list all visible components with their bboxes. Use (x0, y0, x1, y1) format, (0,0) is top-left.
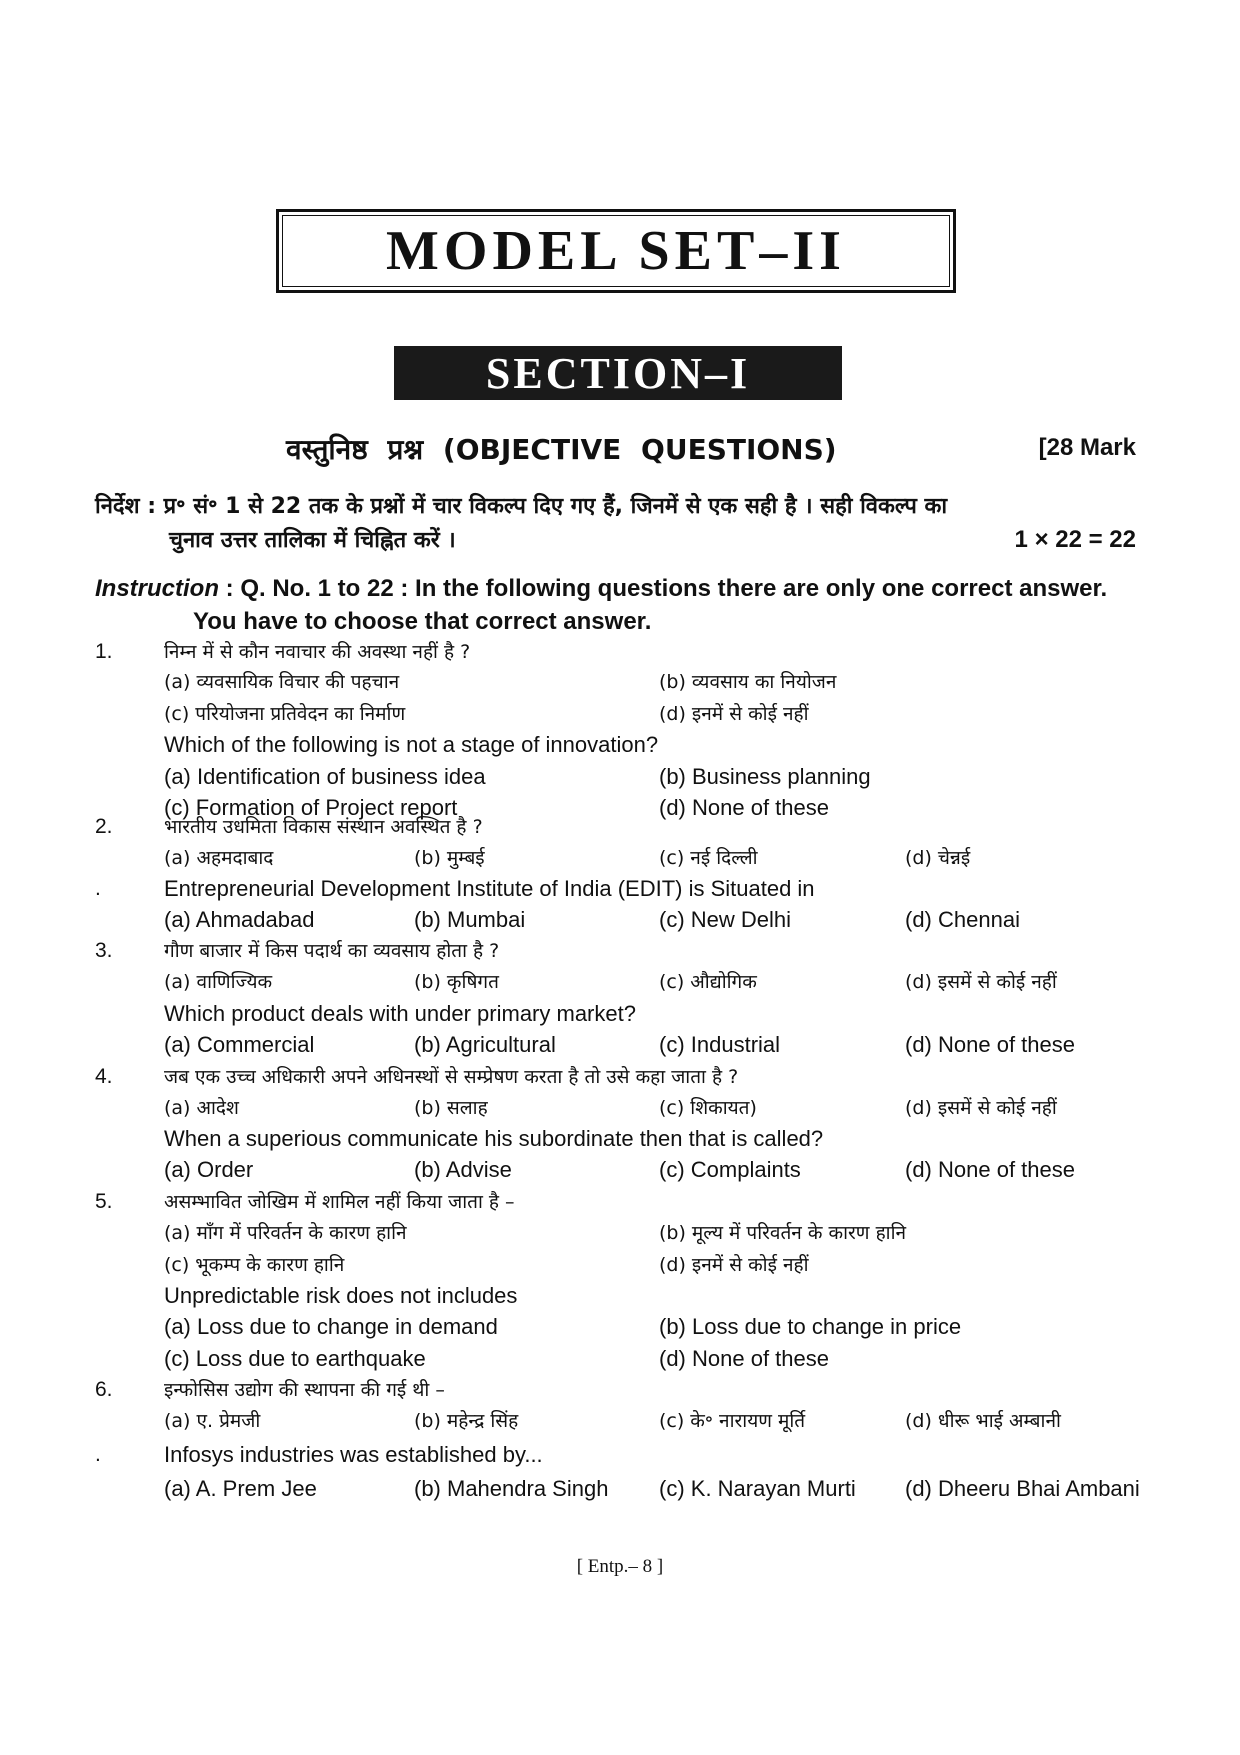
option-hindi: (c) भूकम्प के कारण हानि (164, 1254, 345, 1276)
option-hindi: (d) इसमें से कोई नहीं (905, 971, 1057, 993)
option-hindi: (c) शिकायत) (659, 1097, 757, 1119)
question-number-marker: . (95, 877, 101, 900)
option-hindi: (a) ए. प्रेमजी (164, 1410, 261, 1432)
section-title: SECTION–I (485, 348, 751, 398)
option-english: (a) Loss due to change in demand (164, 1314, 498, 1339)
question-number: 1. (95, 640, 113, 663)
option-english: (d) None of these (905, 1032, 1075, 1057)
page-footer: [ Entp.– 8 ] (576, 1556, 664, 1577)
question-text-english: Which of the following is not a stage of innovation? (164, 732, 659, 757)
option-hindi: (b) महेन्द्र सिंह (414, 1410, 519, 1432)
option-hindi: (a) माँग में परिवर्तन के कारण हानि (164, 1222, 407, 1244)
option-hindi: (b) कृषिगत (414, 971, 499, 993)
question-text-hindi: इन्फोसिस उद्योग की स्थापना की गई थी – (164, 1379, 445, 1401)
question-text-hindi: जब एक उच्च अधिकारी अपने अधिनस्थों से सम्प्रेषण करता है तो उसे कहा जाता है ? (164, 1066, 739, 1088)
option-english: (b) Advise (414, 1157, 512, 1182)
page-title: MODEL SET–II (386, 220, 846, 282)
option-hindi: (a) वाणिज्यिक (164, 971, 273, 993)
marks-formula: 1 × 22 = 22 (1014, 526, 1136, 553)
direction-line-1: निर्देश : प्र॰ सं॰ 1 से 22 तक के प्रश्नों में चार विकल्प दिए गए हैं, जिनमें से एक सही है । सही विकल्प का (95, 494, 948, 519)
option-hindi: (d) इनमें से कोई नहीं (659, 1254, 809, 1276)
option-hindi: (d) इनमें से कोई नहीं (659, 703, 809, 725)
option-hindi: (a) व्यवसायिक विचार की पहचान (164, 671, 400, 693)
question-text-hindi: निम्न में से कौन नवाचार की अवस्था नहीं है ? (164, 641, 471, 663)
option-english: (b) Agricultural (414, 1032, 556, 1057)
question-text-english: Unpredictable risk does not includes (164, 1283, 518, 1308)
option-english: (d) Dheeru Bhai Ambani (905, 1476, 1140, 1501)
objective-heading-row (0, 430, 1240, 466)
option-english: (c) Complaints (659, 1157, 801, 1182)
question-text-hindi: असम्भावित जोखिम में शामिल नहीं किया जाता है – (164, 1191, 515, 1213)
option-english: (a) Identification of business idea (164, 764, 486, 789)
option-hindi: (a) आदेश (164, 1097, 239, 1119)
option-hindi: (b) व्यवसाय का नियोजन (659, 671, 837, 693)
option-english: (c) Loss due to earthquake (164, 1346, 426, 1371)
question-text-hindi: भारतीय उधमिता विकास संस्थान अवस्थित है ? (164, 816, 483, 838)
option-hindi: (b) मुम्बई (414, 847, 485, 869)
direction-line-2: चुनाव उत्तर तालिका में चिह्नित करें । (169, 528, 456, 553)
option-english: (d) None of these (905, 1157, 1075, 1182)
question-number: 5. (95, 1190, 113, 1213)
option-hindi: (c) के॰ नारायण मूर्ति (659, 1410, 806, 1432)
objective-heading: वस्तुनिष्ठ प्रश्न (OBJECTIVE QUESTIONS) (286, 433, 837, 466)
english-instruction (95, 572, 1155, 638)
option-english: (a) A. Prem Jee (164, 1476, 317, 1501)
question-number: 3. (95, 939, 113, 962)
instruction-line-2: You have to choose that correct answer. (193, 608, 652, 635)
option-english: (c) K. Narayan Murti (659, 1476, 856, 1501)
option-hindi: (d) धीरू भाई अम्बानी (905, 1410, 1061, 1432)
option-english: (b) Loss due to change in price (659, 1314, 962, 1339)
option-english: (d) None of these (659, 795, 829, 820)
option-english: (c) Industrial (659, 1032, 781, 1057)
option-hindi: (b) सलाह (414, 1097, 488, 1119)
option-english: (a) Ahmadabad (164, 907, 315, 932)
option-english: (d) None of these (659, 1346, 829, 1371)
question-text-english: Which product deals with under primary market? (164, 1001, 636, 1026)
marks-label: [28 Mark (1038, 434, 1136, 461)
question-text-english: Entrepreneurial Development Institute of India (EDIT) is Situated in (164, 876, 815, 901)
option-english: (a) Order (164, 1157, 254, 1182)
option-english: (b) Mumbai (414, 907, 526, 932)
instruction-label: Instruction (95, 575, 219, 602)
question-text-hindi: गौण बाजार में किस पदार्थ का व्यवसाय होता है ? (164, 940, 500, 962)
option-hindi: (d) चेन्नई (905, 847, 971, 869)
instruction-line-1: : Q. No. 1 to 22 : In the following questions there are only one correct answer. (219, 575, 1108, 602)
option-hindi: (c) परियोजना प्रतिवेदन का निर्माण (164, 703, 406, 725)
option-english: (d) Chennai (905, 907, 1020, 932)
option-english: (b) Business planning (659, 764, 871, 789)
option-english: (a) Commercial (164, 1032, 315, 1057)
option-hindi: (c) नई दिल्ली (659, 847, 758, 869)
option-english: (c) Formation of Project report (164, 795, 458, 820)
question-text-english: When a superious communicate his subordinate then that is called? (164, 1126, 824, 1151)
question-number: 2. (95, 815, 113, 838)
option-english: (c) New Delhi (659, 907, 792, 932)
title-box (276, 209, 956, 293)
option-hindi: (c) औद्योगिक (659, 971, 757, 993)
option-hindi: (d) इसमें से कोई नहीं (905, 1097, 1057, 1119)
question-number-marker: . (95, 1443, 101, 1466)
option-hindi: (b) मूल्य में परिवर्तन के कारण हानि (659, 1222, 907, 1244)
question-number: 4. (95, 1065, 113, 1088)
option-english: (b) Mahendra Singh (414, 1476, 609, 1501)
question-text-english: Infosys industries was established by... (164, 1442, 543, 1467)
option-hindi: (a) अहमदाबाद (164, 847, 274, 869)
question-number: 6. (95, 1378, 113, 1401)
section-banner (394, 346, 842, 400)
